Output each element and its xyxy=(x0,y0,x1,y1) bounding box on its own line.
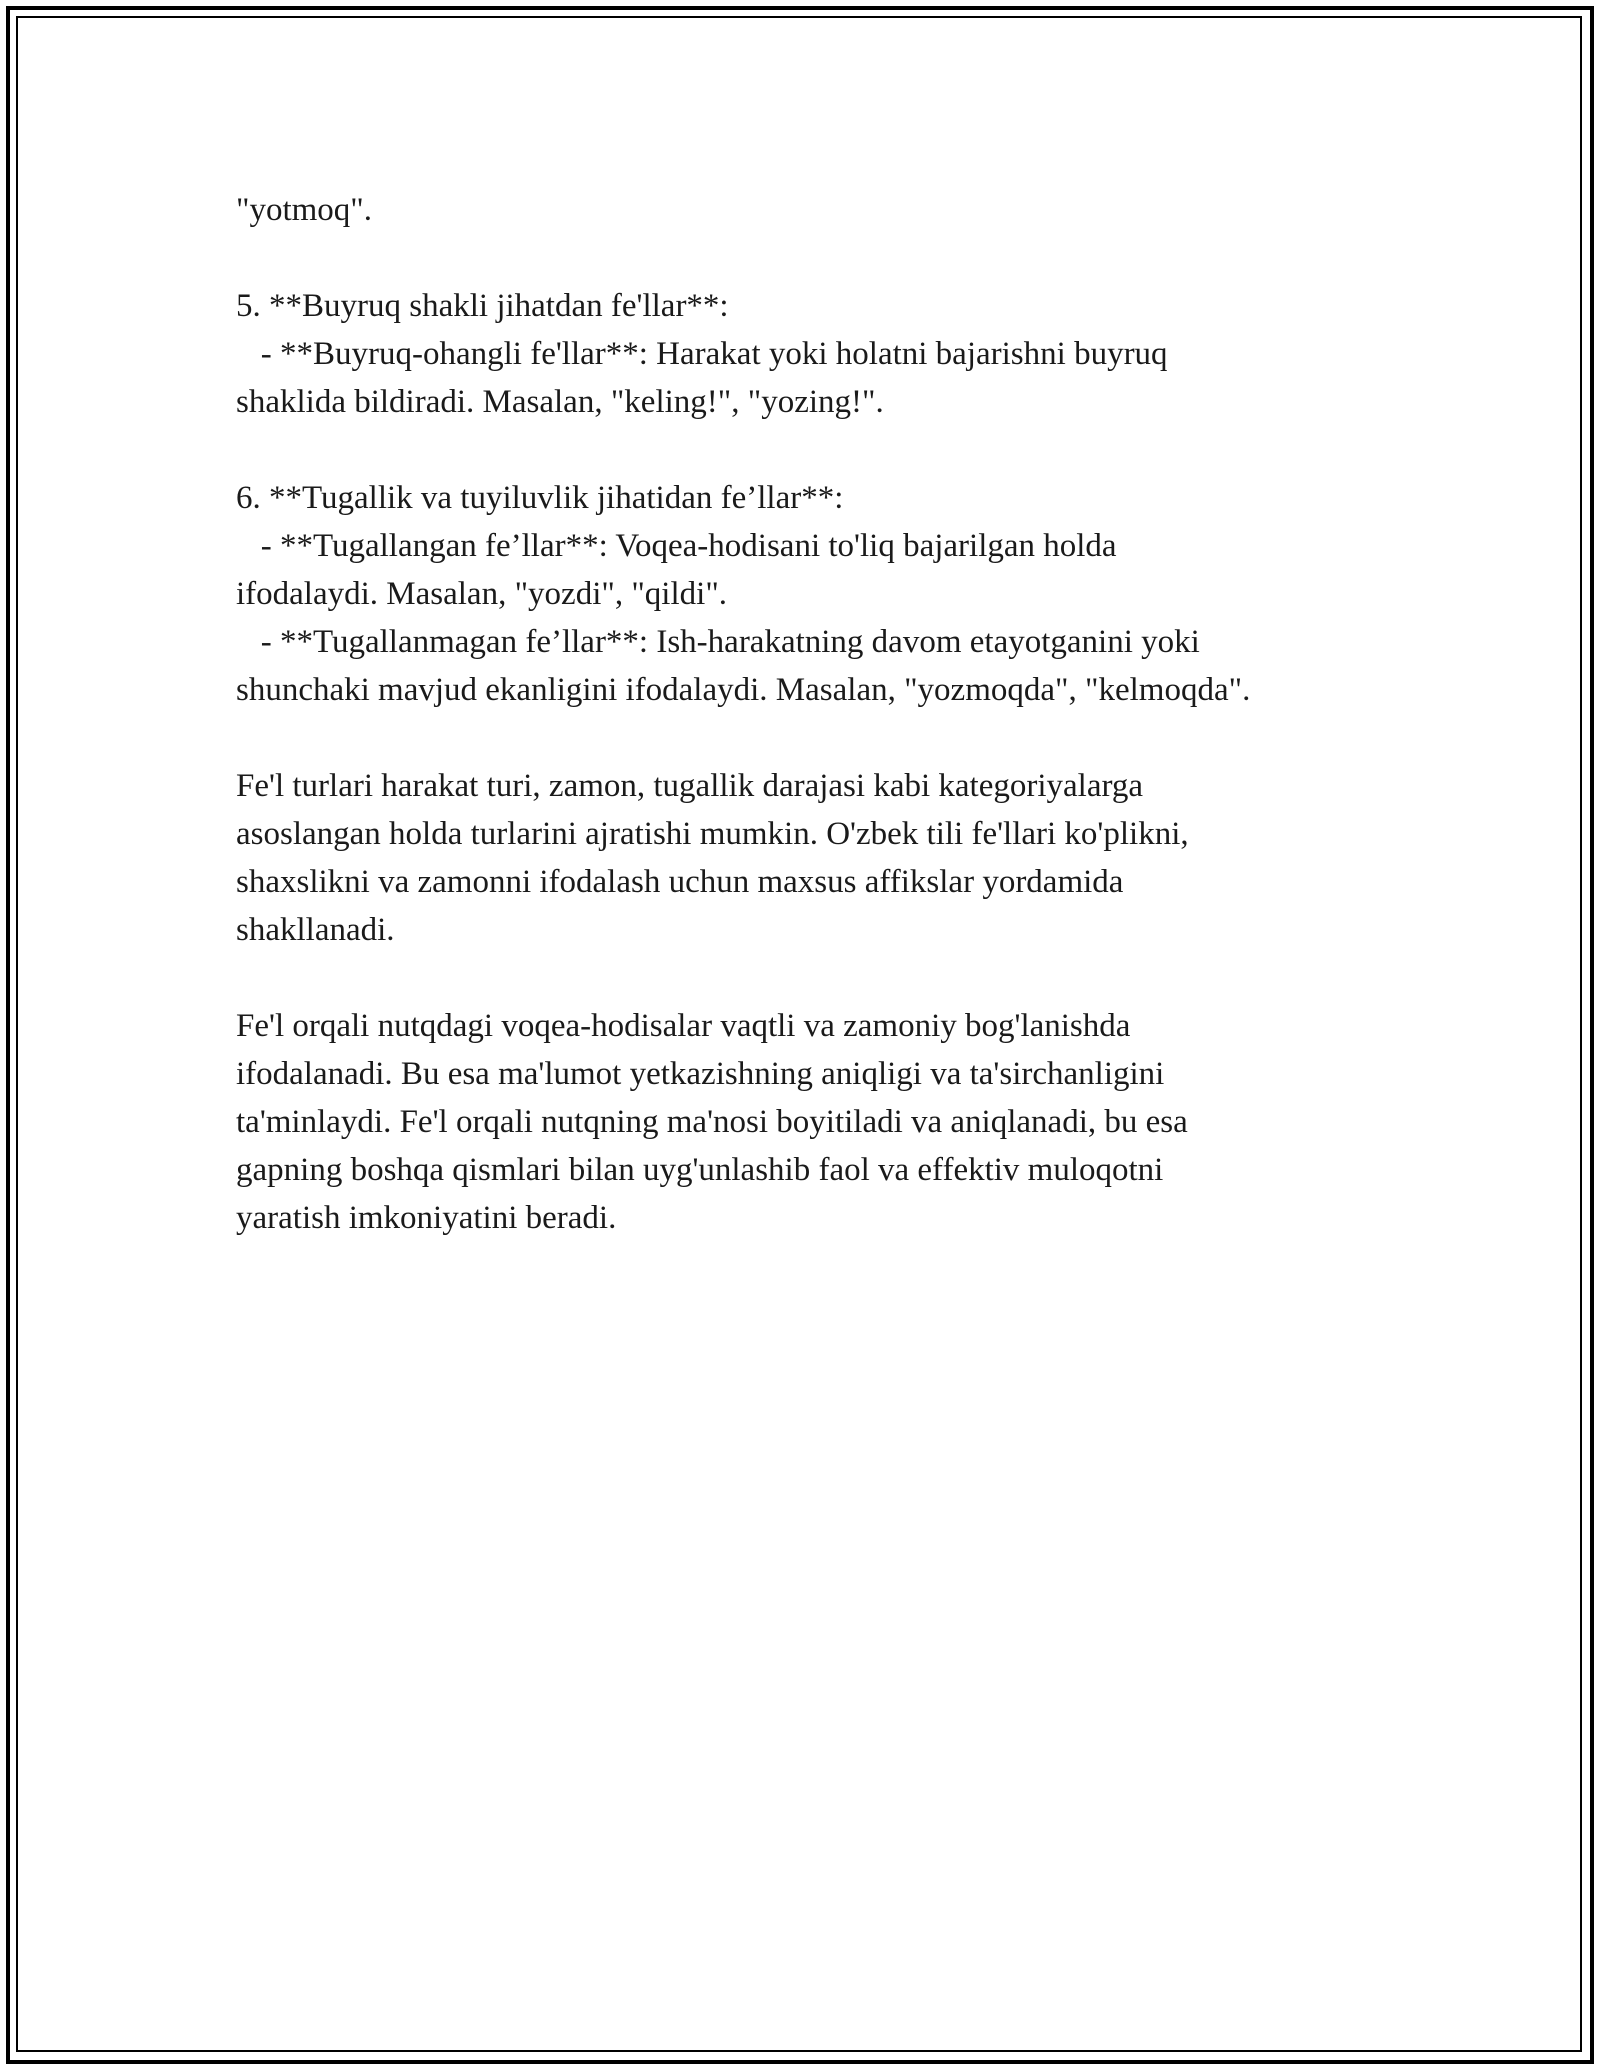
text-line: shunchaki mavjud ekanligini ifodalaydi. Masalan, "yozmoqda", "kelmoqda". xyxy=(236,672,1251,708)
text-line: yaratish imkoniyatini beradi. xyxy=(236,1200,617,1236)
text-line: Fe'l orqali nutqdagi voqea-hodisalar vaqtli va zamoniy bog'lanishda xyxy=(236,1008,1131,1044)
text-line: - **Tugallanmagan fe’llar**: Ish-harakatning davom etayotganini yoki xyxy=(236,624,1200,660)
text-line: gapning boshqa qismlari bilan uyg'unlashib faol va effektiv muloqotni xyxy=(236,1152,1164,1188)
section-heading-5: 5. **Buyruq shakli jihatdan fe'llar**: xyxy=(236,288,729,324)
blank-line xyxy=(236,714,1386,762)
text-line: shakllanadi. xyxy=(236,912,395,948)
document-body xyxy=(236,186,1386,1242)
text-line: ifodalanadi. Bu esa ma'lumot yetkazishning aniqligi va ta'sirchanligini xyxy=(236,1056,1165,1092)
text-line: ta'minlaydi. Fe'l orqali nutqning ma'nosi boyitiladi va aniqlanadi, bu esa xyxy=(236,1104,1188,1140)
blank-line xyxy=(236,234,1386,282)
text-line: shaklida bildiradi. Masalan, "keling!", "yozing!". xyxy=(236,384,884,420)
section-heading-6: 6. **Tugallik va tuyiluvlik jihatidan fe’llar**: xyxy=(236,480,844,516)
text-line: shaxslikni va zamonni ifodalash uchun maxsus affikslar yordamida xyxy=(236,864,1124,900)
text-line: - **Buyruq-ohangli fe'llar**: Harakat yoki holatni bajarishni buyruq xyxy=(236,336,1168,372)
text-line: Fe'l turlari harakat turi, zamon, tugallik darajasi kabi kategoriyalarga xyxy=(236,768,1144,804)
blank-line xyxy=(236,426,1386,474)
text-line: ifodalaydi. Masalan, "yozdi", "qildi". xyxy=(236,576,728,612)
text-line: "yotmoq". xyxy=(236,192,373,228)
blank-line xyxy=(236,954,1386,1002)
text-line: - **Tugallangan fe’llar**: Voqea-hodisani to'liq bajarilgan holda xyxy=(236,528,1117,564)
text-line: asoslangan holda turlarini ajratishi mumkin. O'zbek tili fe'llari ko'plikni, xyxy=(236,816,1189,852)
